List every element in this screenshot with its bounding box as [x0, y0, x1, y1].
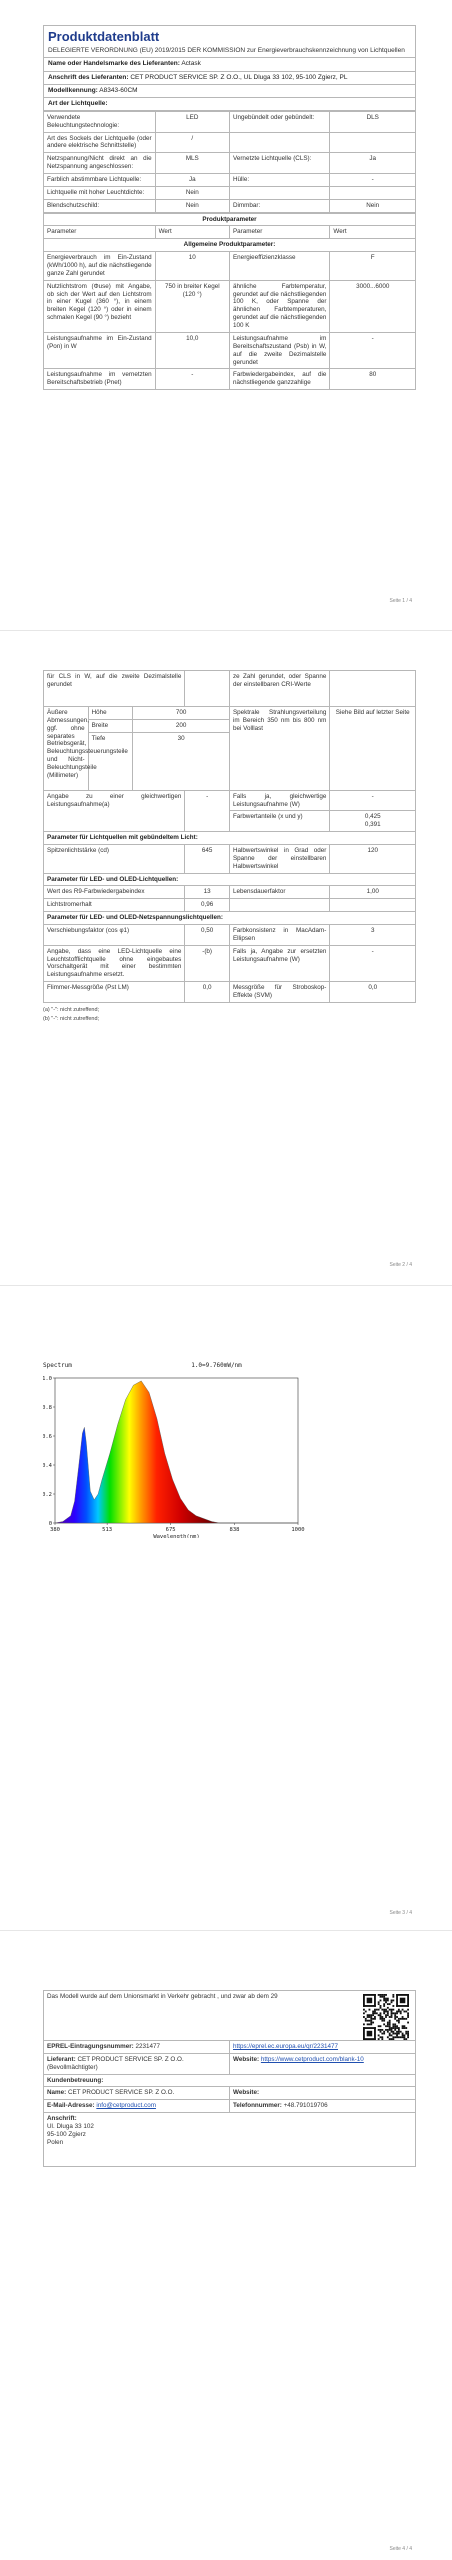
param-label: Leistungsaufnahme im Ein-Zustand (Pon) in W: [44, 332, 156, 368]
page-3: [0, 1300, 452, 1920]
spectral-value: Siehe Bild auf letzter Seite: [330, 707, 416, 791]
replacement-claim-label: Angabe, dass eine LED-Lichtquelle eine Leuchtstofflichtquelle ohne eingebautes Vorschaltgerät mit einer bestimmten Leistungsaufnahme ersetzt.: [44, 945, 185, 981]
website-cell: [230, 2053, 416, 2074]
param-label-2: [229, 186, 329, 199]
spectrum-svg: [43, 1358, 313, 1538]
email-label: E-Mail-Adresse:: [47, 2102, 95, 2110]
datasheet-page-1: [43, 25, 416, 390]
contact-name-label: Name:: [47, 2089, 67, 2097]
survival-factor-label: Lebensdauerfaktor: [229, 886, 329, 899]
phone-cell: [230, 2100, 416, 2113]
beam-angle-value: 120: [330, 845, 416, 874]
contact-name-value: CET PRODUCT SERVICE SP. Z O.O.: [68, 2089, 175, 2097]
page-2: [0, 650, 452, 1270]
directional-section: Parameter für Lichtquellen mit gebündeltem Licht:: [44, 832, 416, 845]
x-tick-label: 838: [229, 1527, 240, 1533]
param-label-2: [229, 132, 329, 153]
email-link[interactable]: info@cetproduct.com: [96, 2102, 156, 2110]
address-cell: [44, 2113, 416, 2167]
supplier-value: CET PRODUCT SERVICE SP. Z O.O. (Bevollmächtigter): [47, 2055, 184, 2071]
x-tick-label: 513: [102, 1527, 113, 1533]
y-tick-label: 0.6: [43, 1434, 52, 1440]
col-header-value: Wert: [155, 226, 229, 239]
equiv-power2-label: Falls ja, gleichwertige Leistungsaufnahme (W): [229, 790, 329, 811]
param-label: Lichtquelle mit hoher Leuchtdichte:: [44, 186, 156, 199]
param-value: /: [155, 132, 229, 153]
param-value-2: Ja: [330, 153, 416, 174]
eprel-link-cell: [230, 2041, 416, 2054]
replacement-power-value: -: [330, 945, 416, 981]
param-value-2: [330, 186, 416, 199]
col-header-parameter-2: Parameter: [229, 226, 329, 239]
y-tick-label: 1.0: [43, 1376, 52, 1382]
supplier-address-label: Anschrift des Lieferanten:: [48, 73, 129, 81]
displacement-factor-value: 0,50: [185, 925, 230, 946]
chromaticity-y: 0,391: [364, 821, 381, 829]
dimension-value: 200: [133, 719, 230, 732]
market-date-text: Das Modell wurde auf dem Unionsmarkt in Verkehr gebracht , und zwar ab dem: [47, 1993, 269, 2000]
page-footer: Seite 4 / 4: [389, 2546, 412, 2552]
param-value-2: 80: [330, 369, 416, 390]
table-row: [44, 199, 416, 212]
led-section: Parameter für LED- und OLED-Lichtquellen:: [44, 873, 416, 886]
model-row: [43, 84, 416, 97]
equiv-power-label: Angabe zu einer gleichwertigen Leistungsaufnahme(a): [44, 790, 185, 831]
col-header-value-2: Wert: [330, 226, 416, 239]
model-value: A8343-60CM: [99, 86, 138, 94]
y-tick-label: 0.2: [43, 1492, 52, 1498]
x-axis-label: Wavelength(nm): [153, 1534, 200, 1538]
supplier-cell: [44, 2053, 230, 2074]
replacement-power-label: Falls ja, Angabe zur ersetzten Leistungsaufnahme (W): [229, 945, 329, 981]
param-label-2: Leistungsaufnahme im Bereitschaftszustand (Psb) in W, auf die zweite Dezimalstelle gerundet: [229, 332, 329, 368]
param-label-2: Ungebündelt oder gebündelt:: [229, 111, 329, 132]
stroboscopic-label: Messgröße für Stroboskop-Effekte (SVM): [229, 982, 329, 1003]
page-footer: Seite 3 / 4: [389, 1910, 412, 1916]
address-line: Ul. Dluga 33 102: [47, 2123, 94, 2131]
param-label-2: ähnliche Farbtemperatur, gerundet auf die nächstliegenden 100 K, oder Spanne der ähnlichen Farbtemperaturen, gerundet auf die nächstliegenden 100 K: [229, 280, 329, 332]
replacement-claim-value: -(b): [185, 945, 230, 981]
param-value: 10: [155, 252, 229, 281]
param-value: Nein: [155, 199, 229, 212]
title-block: [43, 25, 416, 57]
param-value-2: -: [330, 332, 416, 368]
x-tick-label: 380: [50, 1527, 60, 1533]
website2-label: Website:: [233, 2089, 260, 2097]
table-row: [44, 186, 416, 199]
supplier-name-label: Name oder Handelsmarke des Lieferanten:: [48, 60, 180, 68]
light-source-type-row: [43, 97, 416, 111]
dimension-value: 700: [133, 707, 230, 720]
chromaticity-label: Farbwertanteile (x und y): [229, 811, 329, 832]
supplier-name-value: Actask: [181, 60, 201, 68]
param-value-2: [330, 132, 416, 153]
page-4: [0, 1950, 452, 2560]
peak-intensity-label: Spitzenlichtstärke (cd): [44, 845, 185, 874]
param-label: Art des Sockels der Lichtquelle (oder andere elektrische Schnittstelle): [44, 132, 156, 153]
eprel-cell: [44, 2041, 230, 2054]
website-link[interactable]: https://www.cetproduct.com/blank-10: [260, 2055, 364, 2063]
param-value-2: Nein: [330, 199, 416, 212]
website2-cell: [230, 2087, 416, 2100]
param-value: Nein: [155, 186, 229, 199]
phone-label: Telefonnummer:: [233, 2102, 282, 2110]
beam-angle-label: Halbwertswinkel in Grad oder Spanne der einstellbaren Halbwertswinkel: [229, 845, 329, 874]
spectrum-chart: [43, 1358, 313, 1541]
cri-continued-value: [330, 671, 416, 707]
general-params-heading: Allgemeine Produktparameter:: [44, 239, 416, 252]
x-tick-label: 1000: [291, 1527, 305, 1533]
dimension-name: Breite: [88, 719, 133, 732]
registration-table: [43, 1990, 416, 2167]
y-tick-label: 0: [48, 1521, 52, 1527]
param-value-2: F: [330, 252, 416, 281]
supplier-label: Lieferant:: [47, 2055, 76, 2063]
spectral-label: Spektrale Strahlungsverteilung im Bereich 350 nm bis 800 nm bei Volllast: [229, 707, 329, 791]
website-label: Website:: [233, 2055, 260, 2063]
email-cell: [44, 2100, 230, 2113]
light-source-table: [43, 111, 416, 213]
param-value: 10,0: [155, 332, 229, 368]
page-separator: [0, 630, 452, 631]
phone-value: +48.791019706: [283, 2102, 328, 2110]
survival-factor-value: 1,00: [330, 886, 416, 899]
table-row: [44, 132, 416, 153]
y-tick-label: 0.4: [43, 1463, 52, 1469]
product-params-table: [43, 213, 416, 390]
param-value: 750 in breiter Kegel (120 °): [155, 280, 229, 332]
page-footer: Seite 2 / 4: [389, 1262, 412, 1268]
chromaticity-x: 0,425: [364, 813, 381, 821]
cri-continued-label: ze Zahl gerundet, oder Spanne der einstellbaren CRI-Werte: [229, 671, 329, 707]
table-row: [44, 280, 416, 332]
x-tick-label: 675: [165, 1527, 176, 1533]
table-row: [44, 174, 416, 187]
param-label: Energieverbrauch im Ein-Zustand (kWh/1000 h), auf die nächstliegende ganze Zahl gerundet: [44, 252, 156, 281]
color-consistency-value: 3: [330, 925, 416, 946]
param-value: MLS: [155, 153, 229, 174]
param-label-2: Dimmbar:: [229, 199, 329, 212]
footnote-a: (a) "-": nicht zutreffend;: [43, 1006, 100, 1013]
param-label: Blendschutzschild:: [44, 199, 156, 212]
datasheet-page-4: [43, 1990, 416, 2167]
qr-code-icon[interactable]: [363, 1994, 409, 2040]
col-header-parameter: Parameter: [44, 226, 156, 239]
table-row: [44, 369, 416, 390]
color-consistency-label: Farbkonsistenz in MacAdam-Ellipsen: [229, 925, 329, 946]
customer-service-label: Kundenbetreuung:: [47, 2076, 104, 2084]
light-source-type-label: Art der Lichtquelle:: [48, 99, 108, 107]
equiv-power-value: -: [185, 790, 230, 831]
stroboscopic-value: 0,0: [330, 982, 416, 1003]
displacement-factor-label: Verschiebungsfaktor (cos φ1): [44, 925, 185, 946]
address-label: Anschrift:: [47, 2115, 77, 2123]
table-row: [44, 332, 416, 368]
eprel-link[interactable]: https://eprel.ec.europa.eu/qr/2231477: [233, 2043, 339, 2050]
lumen-maintenance-label: Lichtstromerhalt: [44, 899, 185, 912]
params-continued-table: [43, 670, 416, 1003]
param-value-2: -: [330, 174, 416, 187]
eprel-label: EPREL-Eintragungsnummer:: [47, 2043, 134, 2050]
datasheet-page-2: [43, 670, 416, 1023]
param-label: Farblich abstimmbare Lichtquelle:: [44, 174, 156, 187]
param-label: Netzspannung/Nicht direkt an die Netzspannung angeschlossen:: [44, 153, 156, 174]
param-value: Ja: [155, 174, 229, 187]
table-row: [44, 153, 416, 174]
lumen-maintenance-value: 0,96: [185, 899, 230, 912]
chart-title: Spectrum: [43, 1362, 72, 1369]
model-label: Modellkennung:: [48, 86, 98, 94]
mains-section: Parameter für LED- und OLED-Netzspannungslichtquellen:: [44, 912, 416, 925]
page-title: Produktdatenblatt: [48, 29, 160, 44]
chromaticity-value: [330, 811, 416, 832]
flicker-value: 0,0: [185, 982, 230, 1003]
page-footer: Seite 1 / 4: [389, 598, 412, 604]
r9-value: 13: [185, 886, 230, 899]
market-date-cell: [44, 1991, 416, 2041]
flicker-label: Flimmer-Messgröße (Pst LM): [44, 982, 185, 1003]
footnote-b: (b) "-": nicht zutreffend;: [43, 1015, 100, 1022]
param-label: Verwendete Beleuchtungstechnologie:: [44, 111, 156, 132]
page-separator: [0, 1930, 452, 1931]
regulation-text: DELEGIERTE VERORDNUNG (EU) 2019/2015 DER KOMMISSION zur Energieverbrauchskennzeichnung von Lichtquellen: [48, 47, 405, 55]
address-line: Polen: [47, 2138, 64, 2146]
customer-service-cell: [44, 2074, 416, 2087]
param-label: Nutzlichtstrom (Φuse) mit Angabe, ob sich der Wert auf den Lichtstrom in einer Kugel (360 °), in einem breiten Kegel (120 °) oder in einem schmalen Kegel (90 °) bezieht: [44, 280, 156, 332]
supplier-name-row: [43, 57, 416, 70]
peak-intensity-value: 645: [185, 845, 230, 874]
contact-name-cell: [44, 2087, 230, 2100]
param-label-2: Hülle:: [229, 174, 329, 187]
y-tick-label: 0.8: [43, 1405, 52, 1411]
chart-subtitle: 1.0=9.760mW/nm: [191, 1362, 242, 1369]
eprel-value: 2231477: [135, 2043, 161, 2050]
page-separator: [0, 1285, 452, 1286]
param-label-2: Vernetzte Lichtquelle (CLS):: [229, 153, 329, 174]
address-line: 95-100 Zgierz: [47, 2130, 86, 2138]
param-label-2: Farbwiedergabeindex, auf die nächstliegende ganzzahlige: [229, 369, 329, 390]
r9-label: Wert des R9-Farbwiedergabeindex: [44, 886, 185, 899]
product-params-heading: Produktparameter: [44, 213, 416, 226]
equiv-power2-value: -: [330, 790, 416, 811]
dimensions-label: Äußere Abmessungen, ggf. ohne separates Betriebsgerät, Beleuchtungssteuerungsteile und Nicht-Beleuchtungsteile (Millimeter): [44, 707, 89, 791]
param-value: LED: [155, 111, 229, 132]
dimension-name: Höhe: [88, 707, 133, 720]
param-label: Leistungsaufnahme im vernetzten Bereitschaftsbetrieb (Pnet): [44, 369, 156, 390]
table-row: [44, 111, 416, 132]
dimension-name: Tiefe: [88, 732, 133, 790]
pnet-continued-value: [185, 671, 230, 707]
table-row: [44, 252, 416, 281]
market-date-value: 29: [270, 1993, 278, 2000]
param-label-2: Energieeffizienzklasse: [229, 252, 329, 281]
page-1: [0, 0, 452, 610]
supplier-address-value: CET PRODUCT SERVICE SP. Z O.O., UL Dluga 33 102, 95-100 Zgierz, PL: [130, 73, 348, 81]
pnet-continued-label: für CLS in W, auf die zweite Dezimalstelle gerundet: [44, 671, 185, 707]
supplier-address-row: [43, 71, 416, 84]
param-value-2: 3000...6000: [330, 280, 416, 332]
param-value: -: [155, 369, 229, 390]
param-value-2: DLS: [330, 111, 416, 132]
dimension-value: 30: [133, 732, 230, 790]
